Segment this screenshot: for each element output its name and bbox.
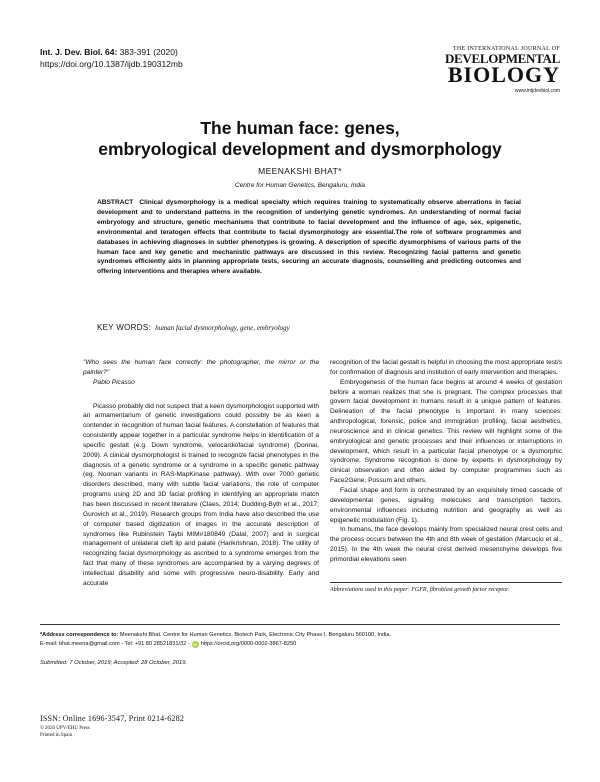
epigraph-author: Pablo Picasso — [93, 378, 135, 386]
abstract — [97, 198, 521, 277]
body-column-right — [330, 358, 562, 565]
correspondence-label: *Address correspondence to: — [40, 632, 119, 638]
paragraph: In humans, the face develops mainly from specialized neural crest cells and the process occurs between the 4th and 8th week of gestation (Marcucio et al., 2015). In the 4th week the neural crest derived mesenchyme develops five primordial elevations seen — [330, 526, 562, 563]
printed-in: Printed in Spain — [40, 732, 73, 738]
paragraph: Embryogenesis of the human face begins at around 4 weeks of gestation before a woman realizes that she is pregnant. The complex processes that govern facial development in humans result in a unique pattern of features. Delineation of the facial phenotype is important in many sciences: anthropological, forensic, police and immigration profiling, facial aesthetics, neuroscience and in clinical genetics. This review will highlight some of the embryological and genetic processes and their influences or interruptions in development, which result in a particular facial phenotype or a dysmorphic syndrome. Syndrome recognition is done by experts in dysmorphology by clinical observation and often aided by computer programmes such as Face2Gene, Possum and others. — [330, 378, 562, 485]
pages-year: 383-391 (2020) — [117, 47, 178, 57]
correspondence — [40, 631, 560, 649]
logo-line-2: DEVELOPMENTAL — [444, 51, 560, 66]
orcid-link[interactable]: https://orcid.org/0000-0002-3867-8250 — [200, 641, 297, 647]
footer-divider — [40, 624, 560, 625]
abbreviations-footnote: Abbreviations used in this paper: FGFR, fibroblast growth factor receptor. — [330, 582, 562, 593]
author-name: MEENAKSHI BHAT* — [258, 166, 342, 176]
body-column-left — [83, 358, 319, 589]
submission-dates: Submitted: 7 October, 2019; Accepted: 28 October, 2019. — [40, 660, 188, 666]
article-title — [40, 118, 560, 160]
citation-block — [40, 46, 183, 70]
copyright — [40, 726, 90, 739]
keywords-list: human facial dysmorphology, gene, embryology — [155, 324, 290, 332]
orcid-icon[interactable]: iD — [193, 642, 198, 647]
correspondence-contact[interactable]: E-mail: bhat.meena@gmail.com - Tel: +91 80 28521831/32 - — [40, 641, 190, 647]
journal-url[interactable]: www.intjdevbiol.com — [514, 88, 560, 94]
logo-line-3: BIOLOGY — [447, 62, 560, 87]
keywords-label: KEY WORDS: — [97, 323, 151, 332]
journal-logo — [432, 46, 560, 96]
title-line-1: The human face: genes, — [200, 118, 400, 138]
author-affiliation: Centre for Human Genetics, Bengaluru, India — [234, 182, 366, 189]
paragraph: Picasso probably did not suspect that a keen dysmorphologist supported with an armamentarium of genetic investigations could possibly be as keen a contender in recognition of human facial features. A constellation of features that consistently appear together in a particular syndrome helps in identification of a specific gestalt (e.g. Down syndrome, velocardiofacial syndrome) (Donnai, 2009). A clinical dysmorphologist is trained to recognize facial phenotypes in the diagnosis of a genetic syndrome or a syndrome in a specific genetic pathway (eg. Noonan variants in RAS-MapKinase pathway). With over 7000 genetic disorders described, many with subtle facial variations, the role of computer programs using 2D and 3D facial profiling in identifying an appropriate match has been discussed in recent literature (Claes, 2014; Dudding-Byth et al., 2017; Gurovich et al., 2019). Research groups from India have also described the use of computer based digitization of images in the accurate description of syndromes like Rubinstein Taybi MIM#180849 (Dalal, 2007) and in surgical management of unilateral cleft lip and palate (Harikrishnan, 2018). The utility of recognizing facial dysmorphology as ascribed to a syndrome emerges from the fact that many of these syndromes are accompanied by a varying degrees of intellectual disability and some with progressive neuro-disability. Early and accurate — [83, 402, 319, 587]
abstract-label: ABSTRACT — [97, 199, 134, 206]
title-line-2: embryological development and dysmorphology — [98, 139, 502, 159]
logo-line-1: THE INTERNATIONAL JOURNAL OF — [452, 46, 560, 52]
issn: ISSN: Online 1696-3547, Print 0214-6282 — [40, 714, 185, 723]
epigraph-quote: "Who sees the human face correctly: the photographer, the mirror or the painter?" — [83, 359, 319, 376]
keywords — [97, 323, 290, 332]
paragraph: Facial shape and form is orchestrated by an exquisitely timed cascade of developmental genes, signaling molecules and transcription factors, environmental influences including nutrition and geography as well as epigenetic modulation (Fig. 1). — [330, 486, 562, 524]
journal-citation: Int. J. Dev. Biol. 64: — [40, 47, 118, 57]
correspondence-address: Meenakshi Bhat. Centre for Human Genetics, Biotech Park, Electronic City Phase I, Bengaluru 560100, India. — [119, 632, 392, 638]
abstract-text: Clinical dysmorphology is a medical specialty which requires training to systematically observe aberrations in facial development and to understand patterns in the recognition of underlying genetic syndromes. An understanding of normal facial embryology and structure, genetic mechanisms that contribute to facial development and the influence of age, sex, epigenetic, environmental and teratogen effects that contribute to facial dysmorphology are essential.The role of software programmes and databases in achieving diagnoses in subtler phenotypes is growing. A description of specific dysmorphisms of various parts of the human face and key genetic and mechanistic pathways are discussed in this review. Recognizing facial patterns and genetic syndromes efficiently aids in planning appropriate tests, securing an accurate diagnosis, counselling and predicting outcomes and offering interventions and therapies where available. — [97, 199, 521, 276]
copyright-line: © 2020 UPV/EHU Press — [40, 726, 90, 731]
doi-link[interactable]: https://doi.org/10.1387/ijdb.190312mb — [40, 59, 183, 69]
paragraph: recognition of the facial gestalt is helpful in choosing the most appropriate test/s for confirmation of diagnosis and institution of early intervention and therapies. — [330, 359, 563, 376]
